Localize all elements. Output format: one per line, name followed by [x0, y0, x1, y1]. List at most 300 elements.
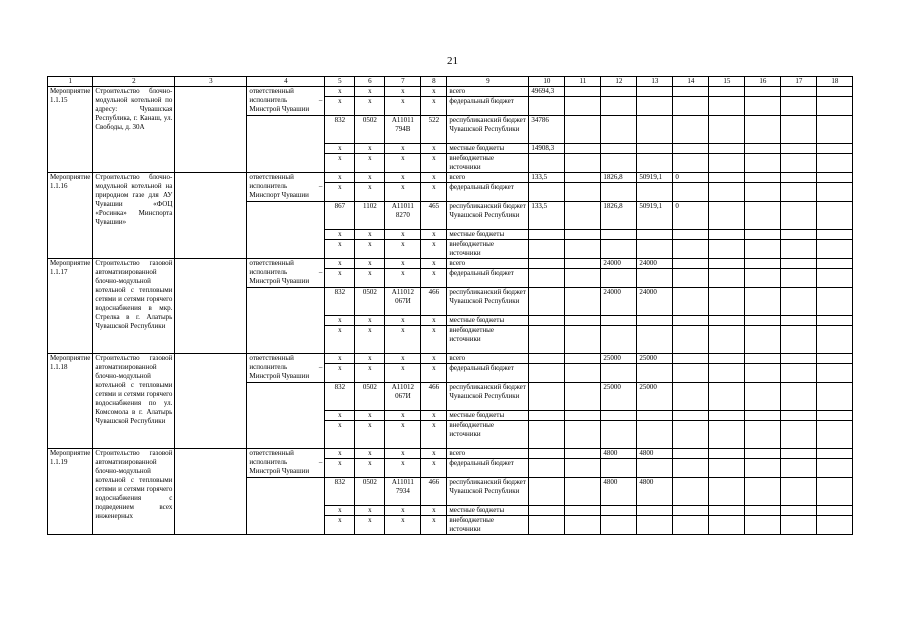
cell-c6: х	[355, 364, 385, 383]
cell-c12	[601, 459, 637, 478]
cell-c10	[529, 97, 565, 116]
cell-c17	[781, 116, 817, 144]
cell-c12	[601, 326, 637, 354]
cell-c12	[601, 516, 637, 535]
cell-c6: х	[355, 240, 385, 259]
cell-c10	[529, 478, 565, 506]
cell-c18	[817, 97, 853, 116]
measure-id: Мероприятие 1.1.19	[48, 449, 93, 535]
cell-c15	[709, 173, 745, 183]
cell-c16	[745, 87, 781, 97]
cell-c8: х	[421, 506, 447, 516]
cell-c13	[637, 316, 673, 326]
cell-c17	[781, 173, 817, 183]
column-header: 4	[247, 77, 325, 87]
cell-c14	[673, 240, 709, 259]
cell-c12	[601, 240, 637, 259]
cell-c18	[817, 116, 853, 144]
column-header: 17	[781, 77, 817, 87]
cell-c8: х	[421, 421, 447, 449]
cell-c6: 1102	[355, 202, 385, 230]
cell-c14	[673, 144, 709, 154]
cell-c12: 1826,8	[601, 202, 637, 230]
cell-c13: 25000	[637, 354, 673, 364]
cell-c16	[745, 411, 781, 421]
cell-c12: 24000	[601, 259, 637, 269]
cell-c12	[601, 116, 637, 144]
cell-c11	[565, 183, 601, 202]
cell-c18	[817, 326, 853, 354]
funding-source: внебюджетные источники	[447, 240, 529, 259]
cell-c14	[673, 383, 709, 411]
cell-c5: х	[325, 97, 355, 116]
cell-c12	[601, 144, 637, 154]
cell-c12: 25000	[601, 383, 637, 411]
cell-c15	[709, 459, 745, 478]
cell-c15	[709, 183, 745, 202]
funding-source: республиканский бюджет Чувашской Республики	[447, 202, 529, 230]
funding-source: внебюджетные источники	[447, 326, 529, 354]
cell-c5: х	[325, 173, 355, 183]
cell-c12: 25000	[601, 354, 637, 364]
funding-source: федеральный бюджет	[447, 269, 529, 288]
cell-c13	[637, 459, 673, 478]
cell-c6: х	[355, 326, 385, 354]
cell-c8: х	[421, 87, 447, 97]
cell-c7: х	[385, 459, 421, 478]
cell-c10	[529, 459, 565, 478]
cell-c17	[781, 478, 817, 506]
funding-source: республиканский бюджет Чувашской Республики	[447, 116, 529, 144]
cell-c7: х	[385, 97, 421, 116]
cell-c15	[709, 154, 745, 173]
cell-c11	[565, 116, 601, 144]
cell-c16	[745, 269, 781, 288]
funding-source: внебюджетные источники	[447, 154, 529, 173]
cell-c5: х	[325, 240, 355, 259]
cell-c16	[745, 144, 781, 154]
cell-c10	[529, 506, 565, 516]
cell-c18	[817, 411, 853, 421]
cell-c12: 4800	[601, 478, 637, 506]
cell-c16	[745, 383, 781, 411]
measure-name: Строительство газовой автоматизированной блочно-модульной котельной с тепловыми сетями и сетями горячего водоснабжения в мкр. Стрелка в г. Алатырь Чувашской Республики	[93, 259, 175, 354]
cell-c7: х	[385, 259, 421, 269]
cell-c5: х	[325, 364, 355, 383]
funding-source: всего	[447, 259, 529, 269]
table-row	[48, 87, 853, 97]
cell-c18	[817, 173, 853, 183]
col3-cell	[175, 87, 247, 173]
funding-source: федеральный бюджет	[447, 459, 529, 478]
cell-c10	[529, 230, 565, 240]
cell-c5: х	[325, 326, 355, 354]
cell-c12: 24000	[601, 288, 637, 316]
cell-c13	[637, 364, 673, 383]
cell-c8: х	[421, 259, 447, 269]
cell-c8: 466	[421, 288, 447, 316]
cell-c5: х	[325, 183, 355, 202]
column-header: 7	[385, 77, 421, 87]
cell-c16	[745, 364, 781, 383]
cell-c15	[709, 259, 745, 269]
cell-c7: х	[385, 316, 421, 326]
cell-c17	[781, 326, 817, 354]
cell-c11	[565, 288, 601, 316]
cell-c10: 133,5	[529, 173, 565, 183]
col3-cell	[175, 449, 247, 535]
cell-c11	[565, 173, 601, 183]
cell-c17	[781, 421, 817, 449]
cell-c13	[637, 144, 673, 154]
funding-source: местные бюджеты	[447, 316, 529, 326]
column-header: 6	[355, 77, 385, 87]
column-header: 3	[175, 77, 247, 87]
column-header: 12	[601, 77, 637, 87]
cell-c15	[709, 478, 745, 506]
cell-c17	[781, 230, 817, 240]
cell-c13: 24000	[637, 259, 673, 269]
cell-c8: х	[421, 154, 447, 173]
cell-c8: х	[421, 269, 447, 288]
cell-c16	[745, 326, 781, 354]
cell-c8: х	[421, 354, 447, 364]
measure-executor: ответственный исполнитель – Минспорт Чувашии	[247, 173, 325, 202]
table-row	[48, 259, 853, 269]
cell-c15	[709, 516, 745, 535]
cell-c10	[529, 326, 565, 354]
cell-c13: 4800	[637, 478, 673, 506]
measure-id: Мероприятие 1.1.16	[48, 173, 93, 259]
column-header: 1	[48, 77, 93, 87]
cell-c10: 49694,3	[529, 87, 565, 97]
cell-c14	[673, 364, 709, 383]
cell-c12	[601, 230, 637, 240]
cell-c7: х	[385, 87, 421, 97]
cell-c10	[529, 411, 565, 421]
cell-c10	[529, 421, 565, 449]
cell-c13: 25000	[637, 383, 673, 411]
cell-c18	[817, 364, 853, 383]
cell-c16	[745, 97, 781, 116]
cell-c7: х	[385, 364, 421, 383]
cell-c12	[601, 183, 637, 202]
measure-executor: ответственный исполнитель – Минстрой Чувашии	[247, 87, 325, 116]
column-header: 11	[565, 77, 601, 87]
cell-c13	[637, 97, 673, 116]
cell-c8: 466	[421, 478, 447, 506]
cell-c5: х	[325, 421, 355, 449]
cell-c12: 4800	[601, 449, 637, 459]
cell-c18	[817, 183, 853, 202]
cell-c7: х	[385, 449, 421, 459]
cell-c13: 4800	[637, 449, 673, 459]
cell-c5: х	[325, 154, 355, 173]
cell-c18	[817, 288, 853, 316]
cell-c13	[637, 269, 673, 288]
cell-c16	[745, 516, 781, 535]
cell-c6: х	[355, 183, 385, 202]
cell-c7: х	[385, 354, 421, 364]
funding-source: местные бюджеты	[447, 506, 529, 516]
cell-c10	[529, 383, 565, 411]
cell-c14	[673, 116, 709, 144]
cell-c17	[781, 411, 817, 421]
cell-c15	[709, 354, 745, 364]
cell-c18	[817, 516, 853, 535]
cell-c17	[781, 364, 817, 383]
funding-source: местные бюджеты	[447, 411, 529, 421]
cell-c6: х	[355, 259, 385, 269]
cell-c18	[817, 421, 853, 449]
cell-c15	[709, 87, 745, 97]
cell-c17	[781, 183, 817, 202]
cell-c15	[709, 506, 745, 516]
column-header: 16	[745, 77, 781, 87]
cell-c6: 0502	[355, 288, 385, 316]
cell-c8: 522	[421, 116, 447, 144]
cell-c18	[817, 87, 853, 97]
measure-name: Строительство газовой автоматизированной блочно-модульной котельной с тепловыми сетями и сетями горячего водоснабжения по ул. Комсомола в г. Алатырь Чувашской Республики	[93, 354, 175, 449]
cell-c6: 0502	[355, 383, 385, 411]
cell-c17	[781, 383, 817, 411]
cell-c12	[601, 97, 637, 116]
cell-c5: х	[325, 259, 355, 269]
measure-id: Мероприятие 1.1.18	[48, 354, 93, 449]
cell-c10: 34786	[529, 116, 565, 144]
cell-c8: 466	[421, 383, 447, 411]
cell-c12	[601, 411, 637, 421]
cell-c11	[565, 154, 601, 173]
cell-c13	[637, 154, 673, 173]
cell-c6: х	[355, 316, 385, 326]
cell-c16	[745, 478, 781, 506]
cell-c12	[601, 421, 637, 449]
cell-c10	[529, 449, 565, 459]
cell-c17	[781, 240, 817, 259]
cell-c16	[745, 459, 781, 478]
cell-c12	[601, 269, 637, 288]
cell-c8: х	[421, 230, 447, 240]
cell-c14	[673, 230, 709, 240]
cell-c17	[781, 154, 817, 173]
cell-c8: х	[421, 516, 447, 535]
cell-c8: х	[421, 97, 447, 116]
cell-c15	[709, 411, 745, 421]
cell-c7: х	[385, 173, 421, 183]
cell-c6: х	[355, 87, 385, 97]
cell-c15	[709, 449, 745, 459]
cell-c8: х	[421, 316, 447, 326]
cell-c18	[817, 240, 853, 259]
cell-c13	[637, 240, 673, 259]
cell-c6: х	[355, 144, 385, 154]
cell-c5: 832	[325, 288, 355, 316]
cell-c5: х	[325, 316, 355, 326]
cell-c12	[601, 506, 637, 516]
cell-c8: х	[421, 449, 447, 459]
cell-c18	[817, 259, 853, 269]
cell-c6: х	[355, 173, 385, 183]
funding-source: всего	[447, 449, 529, 459]
cell-c8: 465	[421, 202, 447, 230]
cell-c7: х	[385, 506, 421, 516]
cell-c14	[673, 154, 709, 173]
cell-c7: х	[385, 240, 421, 259]
funding-source: внебюджетные источники	[447, 516, 529, 535]
cell-c10	[529, 269, 565, 288]
cell-c11	[565, 411, 601, 421]
cell-c14: 0	[673, 202, 709, 230]
cell-c10	[529, 240, 565, 259]
column-header: 14	[673, 77, 709, 87]
col3-cell	[175, 173, 247, 259]
cell-c10	[529, 183, 565, 202]
cell-c14	[673, 326, 709, 354]
cell-c7: А11011 8270	[385, 202, 421, 230]
col3-cell	[175, 354, 247, 449]
cell-c10: 133,5	[529, 202, 565, 230]
cell-c16	[745, 259, 781, 269]
cell-c7: х	[385, 326, 421, 354]
cell-c14	[673, 421, 709, 449]
cell-c8: х	[421, 173, 447, 183]
cell-c14	[673, 459, 709, 478]
cell-c10	[529, 364, 565, 383]
cell-c5: х	[325, 459, 355, 478]
cell-c5: 832	[325, 383, 355, 411]
measure-id: Мероприятие 1.1.15	[48, 87, 93, 173]
funding-source: внебюджетные источники	[447, 421, 529, 449]
cell-c10	[529, 288, 565, 316]
cell-c11	[565, 383, 601, 411]
cell-c6: 0502	[355, 116, 385, 144]
cell-c7: х	[385, 144, 421, 154]
cell-c15	[709, 97, 745, 116]
cell-c17	[781, 259, 817, 269]
measure-name: Строительство блочно-модульной котельной по адресу: Чувашская Республика, г. Канаш, ул. Свободы, д. 30А	[93, 87, 175, 173]
cell-c18	[817, 506, 853, 516]
cell-c16	[745, 506, 781, 516]
cell-c16	[745, 288, 781, 316]
cell-c18	[817, 316, 853, 326]
cell-c13	[637, 411, 673, 421]
cell-c8: х	[421, 411, 447, 421]
measure-name: Строительство блочно-модульной котельной на природном газе для АУ Чувашии «ФОЦ «Росинка» Минспорта Чувашии»	[93, 173, 175, 259]
cell-c18	[817, 449, 853, 459]
cell-c16	[745, 449, 781, 459]
cell-c15	[709, 202, 745, 230]
cell-c17	[781, 288, 817, 316]
cell-c14	[673, 516, 709, 535]
cell-c6: х	[355, 230, 385, 240]
cell-c13	[637, 230, 673, 240]
cell-c8: х	[421, 144, 447, 154]
cell-c7: А11012 067И	[385, 383, 421, 411]
cell-c11	[565, 478, 601, 506]
cell-c5: 832	[325, 478, 355, 506]
cell-c15	[709, 364, 745, 383]
column-header: 15	[709, 77, 745, 87]
cell-c6: х	[355, 449, 385, 459]
cell-c14	[673, 288, 709, 316]
measure-executor: ответственный исполнитель – Минстрой Чувашии	[247, 449, 325, 478]
cell-c15	[709, 421, 745, 449]
cell-c7: х	[385, 411, 421, 421]
cell-c11	[565, 230, 601, 240]
cell-c16	[745, 173, 781, 183]
cell-c14	[673, 87, 709, 97]
cell-c18	[817, 230, 853, 240]
cell-c15	[709, 316, 745, 326]
cell-c13: 24000	[637, 288, 673, 316]
executor-empty-cell	[247, 478, 325, 535]
cell-c16	[745, 421, 781, 449]
cell-c12	[601, 154, 637, 173]
cell-c11	[565, 326, 601, 354]
cell-c17	[781, 97, 817, 116]
cell-c6: х	[355, 154, 385, 173]
cell-c13	[637, 421, 673, 449]
cell-c13	[637, 506, 673, 516]
cell-c10: 14908,3	[529, 144, 565, 154]
cell-c12	[601, 364, 637, 383]
cell-c14	[673, 411, 709, 421]
cell-c11	[565, 240, 601, 259]
cell-c10	[529, 354, 565, 364]
column-header: 9	[447, 77, 529, 87]
funding-source: местные бюджеты	[447, 144, 529, 154]
cell-c13: 50919,1	[637, 202, 673, 230]
cell-c6: х	[355, 421, 385, 449]
cell-c11	[565, 364, 601, 383]
cell-c10	[529, 516, 565, 535]
cell-c6: х	[355, 506, 385, 516]
measure-id: Мероприятие 1.1.17	[48, 259, 93, 354]
cell-c17	[781, 354, 817, 364]
cell-c11	[565, 421, 601, 449]
cell-c7: А11012 067И	[385, 288, 421, 316]
cell-c5: 832	[325, 116, 355, 144]
page-number: 21	[447, 55, 458, 67]
cell-c14	[673, 259, 709, 269]
cell-c5: х	[325, 506, 355, 516]
cell-c5: х	[325, 411, 355, 421]
cell-c7: х	[385, 183, 421, 202]
cell-c13	[637, 516, 673, 535]
cell-c17	[781, 316, 817, 326]
cell-c13	[637, 87, 673, 97]
cell-c5: х	[325, 449, 355, 459]
measure-executor: ответственный исполнитель – Минстрой Чувашии	[247, 259, 325, 288]
cell-c7: А11011 7934	[385, 478, 421, 506]
cell-c18	[817, 459, 853, 478]
column-header: 5	[325, 77, 355, 87]
funding-source: федеральный бюджет	[447, 183, 529, 202]
cell-c15	[709, 288, 745, 316]
cell-c17	[781, 144, 817, 154]
funding-source: всего	[447, 354, 529, 364]
cell-c12: 1826,8	[601, 173, 637, 183]
cell-c11	[565, 516, 601, 535]
cell-c13	[637, 183, 673, 202]
cell-c10	[529, 154, 565, 173]
cell-c14	[673, 316, 709, 326]
cell-c14	[673, 478, 709, 506]
table-row	[48, 354, 853, 364]
cell-c18	[817, 144, 853, 154]
funding-source: федеральный бюджет	[447, 97, 529, 116]
